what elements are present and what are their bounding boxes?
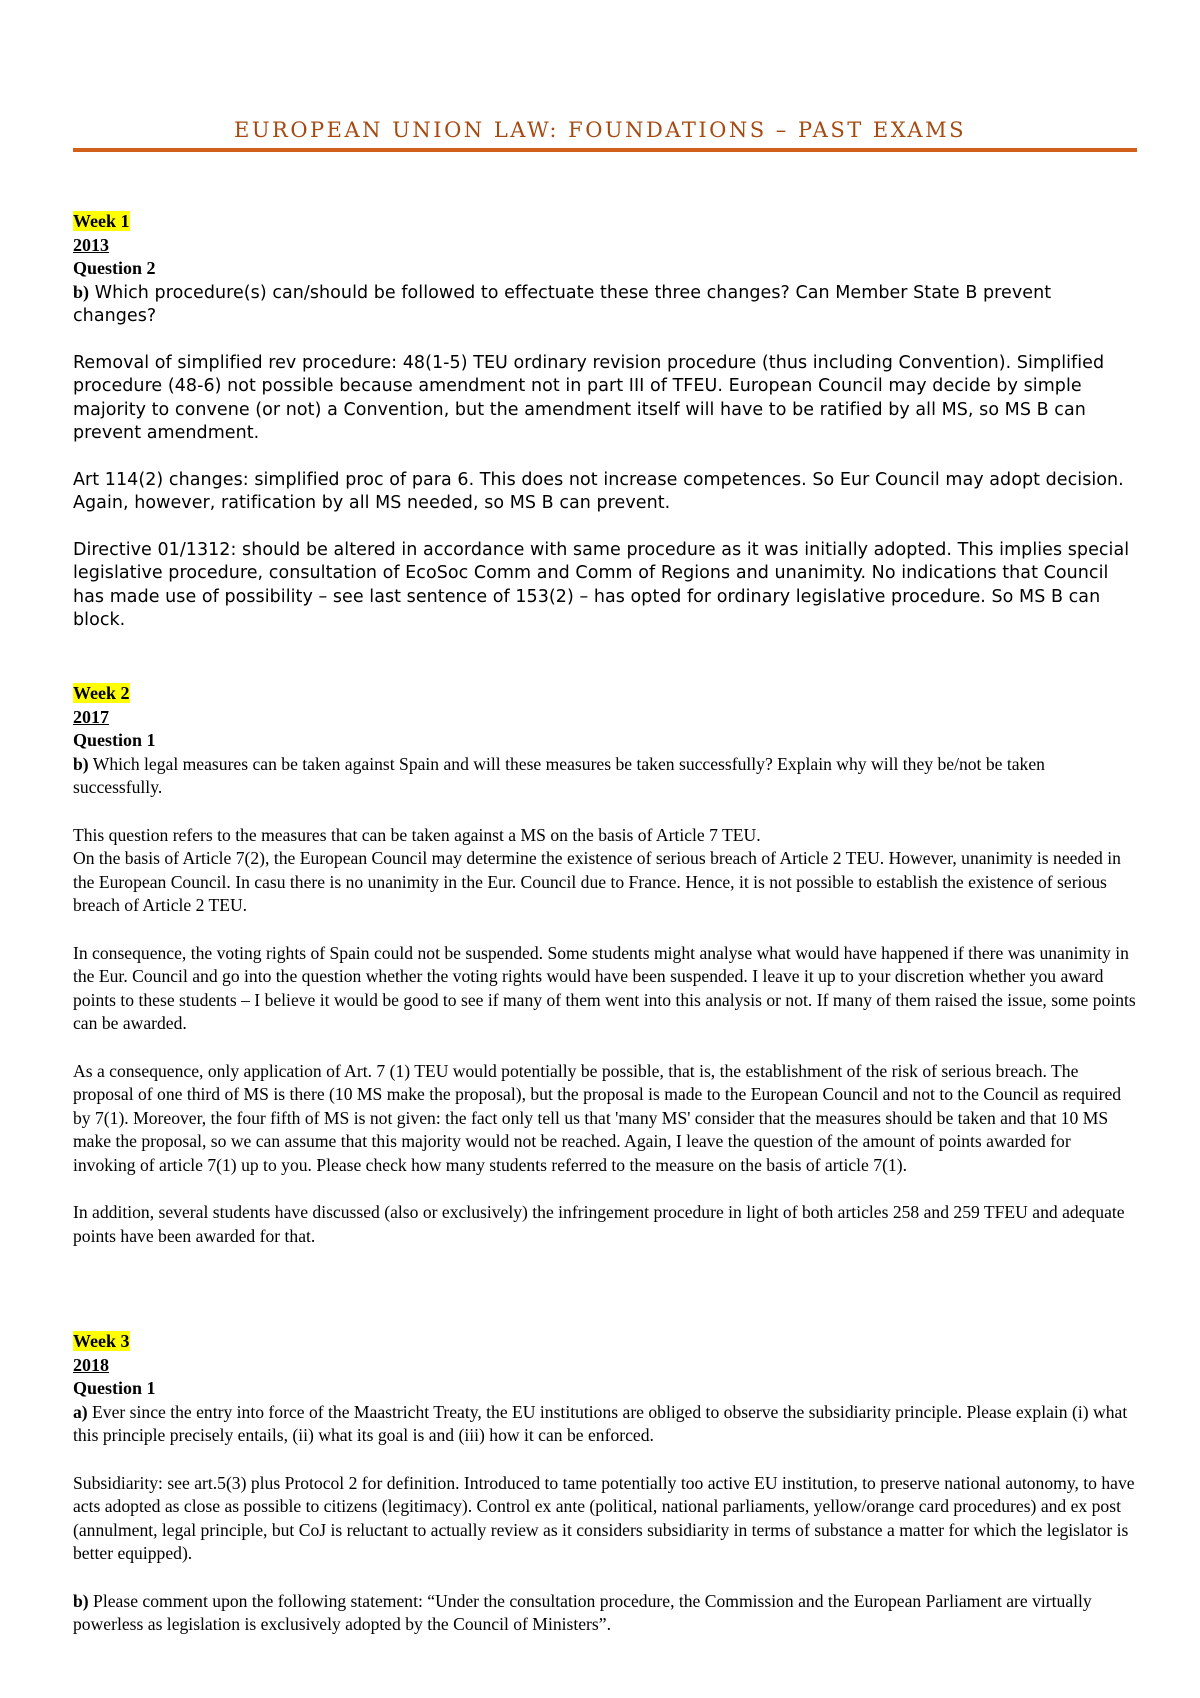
answer-paragraph: Art 114(2) changes: simplified proc of para 6. This does not increase competences. So Eur Council may adopt decision. Again, however, ratification by all MS needed, so MS B can prevent. (73, 469, 1124, 513)
sub-question-text: Which procedure(s) can/should be followed to effectuate these three changes? Can Member State B prevent changes? (73, 282, 1052, 326)
answer-paragraph: Removal of simplified rev procedure: 48(1-5) TEU ordinary revision procedure (thus including Convention). Simplified procedure (48-6) not possible because amendment not in part III of TFEU. European Council may decide by simple majority to convene (or not) a Convention, but the amendment itself will have to be ratified by all MS, so MS B can prevent amendment. (73, 352, 1105, 443)
sub-question-text: Please comment upon the following statement: “Under the consultation procedure, the Commission and the European Parliament are virtually powerless as legislation is exclusively adopted by the Council of Ministers”. (73, 1590, 1092, 1634)
week-heading (73, 682, 1137, 706)
question-text (73, 1401, 1137, 1448)
answer-paragraph: This question refers to the measures that can be taken against a MS on the basis of Article 7 TEU. (73, 824, 761, 845)
week-1-body (73, 281, 1137, 633)
title-divider (73, 148, 1137, 152)
year-heading (73, 706, 1137, 730)
sub-question-label: a) (73, 1401, 88, 1422)
week-label: Week 1 (73, 211, 130, 231)
week-3-section (73, 1330, 1137, 1637)
year-label: 2018 (73, 1354, 109, 1375)
answer-paragraph: Directive 01/1312: should be altered in accordance with same procedure as it was initially adopted. This implies special legislative procedure, consultation of EcoSoc Comm and Comm of Regions and unanimity. No indications that Council has made use of possibility – see last sentence of 153(2) – has opted for ordinary legislative procedure. So MS B can block. (73, 539, 1130, 630)
year-label: 2017 (73, 706, 109, 727)
sub-question-label: b) (73, 753, 89, 774)
week-heading (73, 1330, 1137, 1354)
sub-question-text: Ever since the entry into force of the Maastricht Treaty, the EU institutions are obliged to observe the subsidiarity principle. Please explain (i) what this principle precisely entails, (ii) what its goal is and (iii) how it can be enforced. (73, 1401, 1128, 1445)
sub-question-label: b) (73, 281, 90, 302)
week-heading (73, 210, 1137, 234)
answer-paragraph: In addition, several students have discussed (also or exclusively) the infringement procedure in light of both articles 258 and 259 TFEU and adequate points have been awarded for that. (73, 1202, 1125, 1246)
week-1-section (73, 210, 1137, 633)
question-heading: Question 1 (73, 730, 156, 750)
answer-paragraph: On the basis of Article 7(2), the European Council may determine the existence of serious breach of Article 2 TEU. However, unanimity is needed in the European Council. In casu there is no unanimity in the Eur. Council due to France. Hence, it is not possible to establish the existence of serious breach of Article 2 TEU. (73, 848, 1121, 915)
year-label: 2013 (73, 234, 109, 255)
answer-paragraph: Subsidiarity: see art.5(3) plus Protocol 2 for definition. Introduced to tame potentially too active EU institution, to preserve national autonomy, to have acts adopted as close as possible to citizens (legitimacy). Control ex ante (political, national parliaments, yellow/orange card procedures) and ex post (annulment, legal principle, but CoJ is reluctant to actually review as it considers subsidiarity in terms of substance a matter for which the legislator is better equipped). (73, 1472, 1135, 1563)
question-heading: Question 1 (73, 1378, 156, 1398)
question-text (73, 753, 1137, 800)
week-3-body (73, 1401, 1137, 1637)
document-title: EUROPEAN UNION LAW: FOUNDATIONS – PAST EXAMS (233, 118, 966, 142)
answer-paragraph: As a consequence, only application of Art. 7 (1) TEU would potentially be possible, that is, the establishment of the risk of serious breach. The proposal of one third of MS is there (10 MS make the proposal), but the proposal is made to the European Council and not to the Council as required by 7(1). Moreover, the four fifth of MS is not given: the fact only tell us that 'many MS' consider that the measures should be taken and that 10 MS make the proposal, so we can assume that this majority would not be reached. Again, I leave the question of the amount of points awarded for invoking of article 7(1) up to you. Please check how many students referred to the measure on the basis of article 7(1). (73, 1060, 1122, 1175)
year-heading (73, 234, 1137, 258)
week-2-section (73, 682, 1137, 1248)
sub-question-text: Which legal measures can be taken against Spain and will these measures be taken successfully? Explain why will they be/not be taken successfully. (73, 753, 1045, 797)
question-text (73, 281, 1137, 329)
week-label: Week 2 (73, 683, 130, 703)
sub-question-label: b) (73, 1590, 89, 1611)
answer-paragraph: In consequence, the voting rights of Spain could not be suspended. Some students might analyse what would have happened if there was unanimity in the Eur. Council and go into the question whether the voting rights would have been suspended. I leave it up to your discretion whether you award points to these students – I believe it would be good to see if many of them went into this analysis or not. If many of them raised the issue, some points can be awarded. (73, 942, 1136, 1033)
question-heading: Question 2 (73, 258, 156, 278)
year-heading (73, 1354, 1137, 1378)
question-text (73, 1590, 1137, 1637)
week-label: Week 3 (73, 1331, 130, 1351)
week-2-body (73, 753, 1137, 1249)
